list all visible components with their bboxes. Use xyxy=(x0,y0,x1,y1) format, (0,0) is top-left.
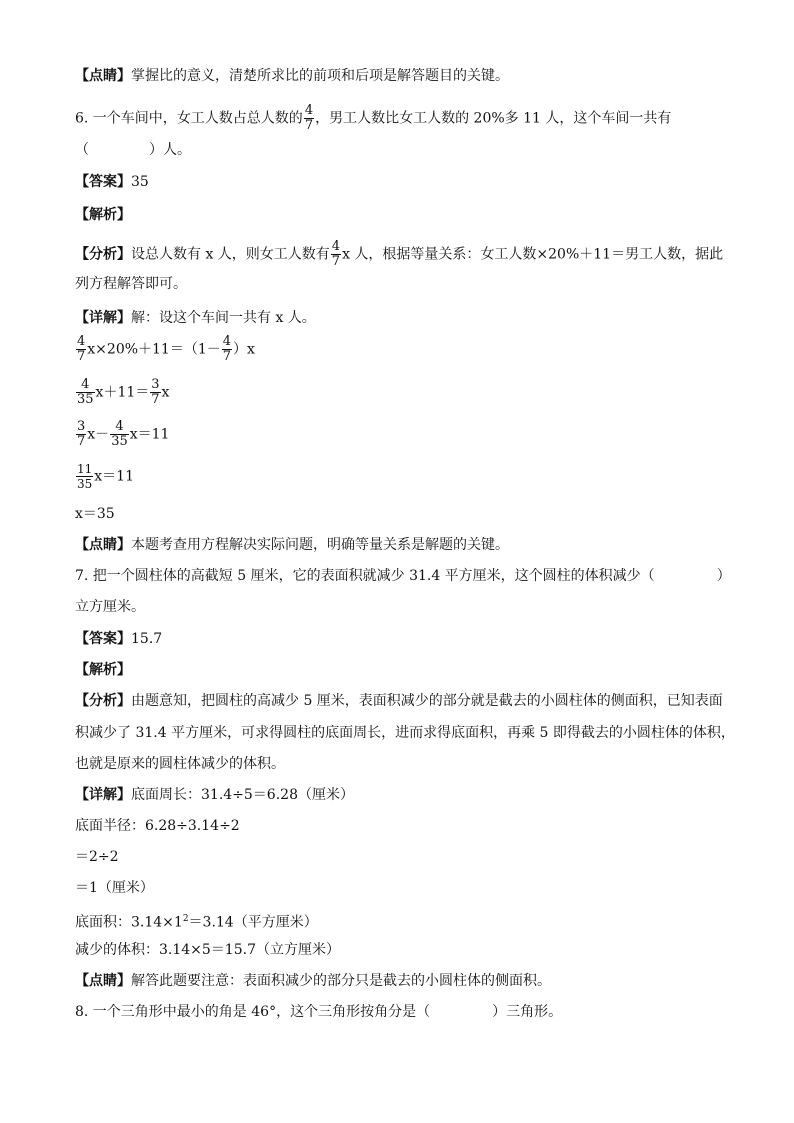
equation-1: $\frac{4}{7}$ x×20%＋11＝（1－ $\frac{4}{7}$ ）x xyxy=(77,334,255,364)
analysis-6: 【分析】设总人数有 x 人，则女工人数有 $\frac{4}{7}$ x 人，根据等量关系：女工人数×20%＋11＝男工人数，据此 xyxy=(75,239,724,269)
question-7: 7. 把一个圆柱体的高截短 5 厘米，它的表面积就减少 31.4 平方厘米，这个圆柱的体积减少（ ） xyxy=(75,568,731,584)
detail-7: 【详解】底面周长：31.4÷5＝6.28（厘米） xyxy=(75,787,354,803)
answer-7: 【答案】15.7 xyxy=(75,631,163,647)
step-4: 底面积：$3.14\times 1^2=3.14$（平方厘米） xyxy=(75,914,318,931)
step-1: 底面半径：6.28÷3.14÷2 xyxy=(75,818,240,834)
fraction: $\frac{4}{7}$ xyxy=(331,239,341,269)
analysis-6-cont: 列方程解答即可。 xyxy=(75,276,187,292)
tip-line: 【点睛】掌握比的意义，清楚所求比的前项和后项是解答题目的关键。 xyxy=(75,68,509,84)
analysis-7-cont-2: 也就是原来的圆柱体减少的体积。 xyxy=(75,756,285,772)
analysis-7-heading: 【解析】 xyxy=(75,662,131,678)
detail-6: 【详解】解：设这个车间一共有 x 人。 xyxy=(75,310,316,326)
fraction: $\frac{4}{7}$ xyxy=(304,103,314,133)
question-6: 6. 一个车间中，女工人数占总人数的 $\frac{4}{7}$ ，男工人数比女工人数的 20%多 11 人，这个车间一共有 xyxy=(75,103,672,133)
analysis-7: 【分析】由题意知，把圆柱的高减少 5 厘米，表面积减少的部分就是截去的小圆柱体的侧面积，已知表面 xyxy=(75,693,723,709)
step-5: 减少的体积：3.14×5＝15.7（立方厘米） xyxy=(75,942,340,958)
equation-4: $\frac{11}{35}$ x＝11 xyxy=(77,462,134,491)
question-7-cont: 立方厘米。 xyxy=(75,599,145,615)
question-8: 8. 一个三角形中最小的角是 46°，这个三角形按角分是（ ）三角形。 xyxy=(75,1004,563,1020)
analysis-7-cont-1: 积减少了 31.4 平方厘米，可求得圆柱的底面周长，进而求得底面积，再乘 5 即得截去的小圆柱体的体积， xyxy=(75,725,735,741)
step-2: ＝2÷2 xyxy=(75,849,119,865)
equation-2: $\frac{4}{35}$ x＋11＝ $\frac{3}{7}$ x xyxy=(77,377,170,407)
question-6-blank: （ ）人。 xyxy=(75,142,191,158)
answer-6: 【答案】35 xyxy=(75,174,149,190)
analysis-6-heading: 【解析】 xyxy=(75,207,131,223)
equation-3: $\frac{3}{7}$ x－ $\frac{4}{35}$ x＝11 xyxy=(77,419,170,449)
equation-5: x＝35 xyxy=(75,506,115,522)
step-3: ＝1（厘米） xyxy=(75,880,154,896)
tip-7: 【点睛】解答此题要注意：表面积减少的部分只是截去的小圆柱体的侧面积。 xyxy=(75,973,551,989)
tip-6: 【点睛】本题考查用方程解决实际问题，明确等量关系是解题的关键。 xyxy=(75,537,509,553)
